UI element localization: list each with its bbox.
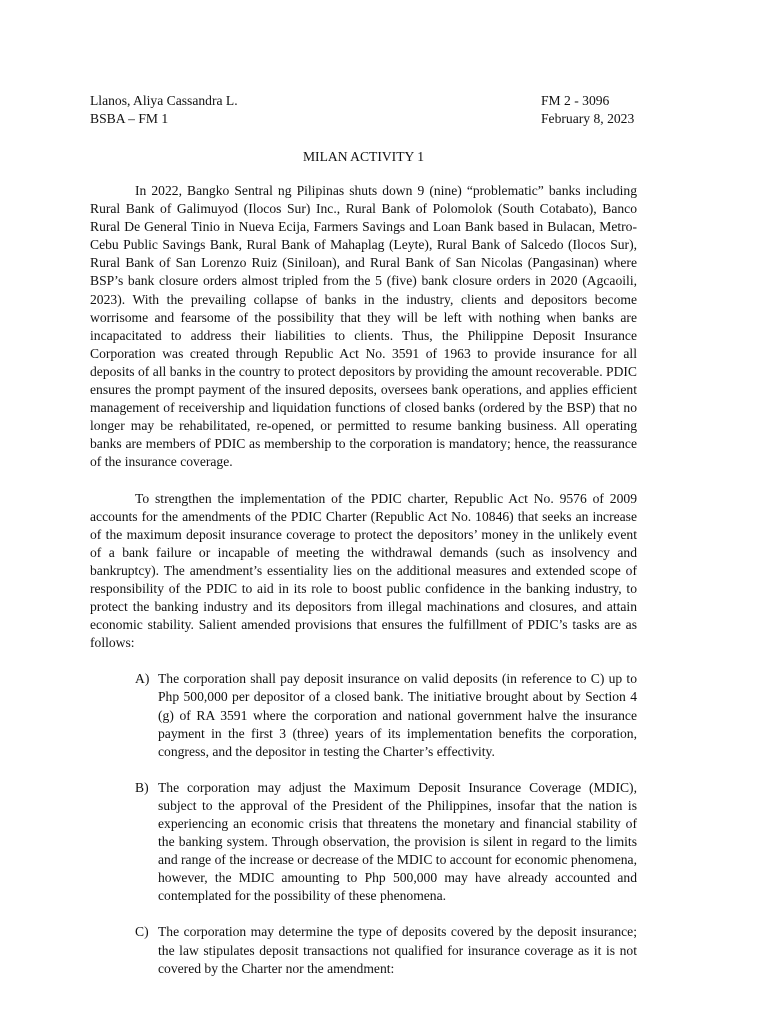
list-item (90, 779, 637, 906)
document-header (90, 92, 637, 128)
header-right (541, 92, 637, 128)
header-left (90, 92, 238, 128)
list-item (90, 670, 637, 760)
student-program: BSBA – FM 1 (90, 111, 169, 126)
list-item-text: The corporation may determine the type of deposits covered by the deposit insurance; the law stipulates deposit transactions not qualified for insurance coverage as it is not covered by the Charter nor the amendment: (158, 924, 637, 976)
student-name: Llanos, Aliya Cassandra L. (90, 93, 238, 108)
provisions-list (90, 670, 637, 977)
list-item-text: The corporation shall pay deposit insurance on valid deposits (in reference to C) up to Php 500,000 per depositor of a closed bank. The initiative brought about by Section 4 (g) of RA 3591 where the corporation and national government halve the insurance payment in the first 3 (three) years of its implementation benefits the corporation, congress, and the depositor in testing the Charter’s effectivity. (158, 671, 637, 759)
list-marker: A) (135, 671, 150, 687)
paragraph-2: To strengthen the implementation of the PDIC charter, Republic Act No. 9576 of 2009 accounts for the amendments of the PDIC Charter (Republic Act No. 10846) that seeks an increase of the maximum deposit insurance coverage to protect the depositors’ money in the unlikely event of a bank failure or incapable of meeting the withdrawal demands (such as insolvency and bankruptcy). The amendment’s essentiality lies on the additional measures and extended scope of responsibility of the PDIC to aid in its role to boost public confidence in the banking industry, to protect the banking industry and its depositors from illegal machinations and closures, and attain economic stability. Salient amended provisions that ensures the fulfillment of PDIC’s tasks are as follows: (90, 490, 637, 651)
course-code: FM 2 - 3096 (541, 93, 610, 108)
list-marker: B) (135, 779, 149, 795)
list-marker: C) (135, 924, 149, 940)
paragraph-1: In 2022, Bangko Sentral ng Pilipinas shuts down 9 (nine) “problematic” banks including Rural Bank of Galimuyod (Ilocos Sur) Inc., Rural Bank of Polomolok (South Cotabato), Banco Rural De General Tinio in Nueva Ecija, Farmers Savings and Loan Bank based in Bulacan, Metro-Cebu Public Savings Bank, Rural Bank of Mahaplag (Leyte), Rural Bank of Salcedo (Ilocos Sur), Rural Bank of San Lorenzo Ruiz (Siniloan), and Rural Bank of San Nicolas (Pangasinan) where BSP’s bank closure orders almost tripled from the 5 (five) bank closure orders in 2020 (Agcaoili, 2023). With the prevailing collapse of banks in the industry, clients and depositors become worrisome and fearsome of the possibility that they will be left with nothing when banks are incapacitated to address their liabilities to clients. Thus, the Philippine Deposit Insurance Corporation was created through Republic Act No. 3591 of 1963 to provide insurance for all deposits of all banks in the country to protect depositors by providing the amount recoverable. PDIC ensures the prompt payment of the insured deposits, oversees bank operations, and applies efficient management of receivership and liquidation functions of closed banks (ordered by the BSP) that no longer may be rehabilitated, re-opened, or permitted to resume banking business. All operating banks are members of PDIC as membership to the corporation is mandatory; hence, the reassurance of the insurance coverage. (90, 183, 637, 470)
document-title: MILAN ACTIVITY 1 (302, 149, 425, 164)
list-item-text: The corporation may adjust the Maximum Deposit Insurance Coverage (MDIC), subject to the approval of the President of the Philippines, insofar that the nation is experiencing an economic crisis that threatens the monetary and financial stability of the banking system. Through observation, the provision is silent in regard to the limits and range of the increase or decrease of the MDIC to account for economic phenomena, however, the MDIC amounting to Php 500,000 may have already accounted and contemplated for the possibility of these phenomena. (158, 779, 637, 904)
list-item (90, 923, 637, 977)
document-date: February 8, 2023 (541, 111, 635, 126)
